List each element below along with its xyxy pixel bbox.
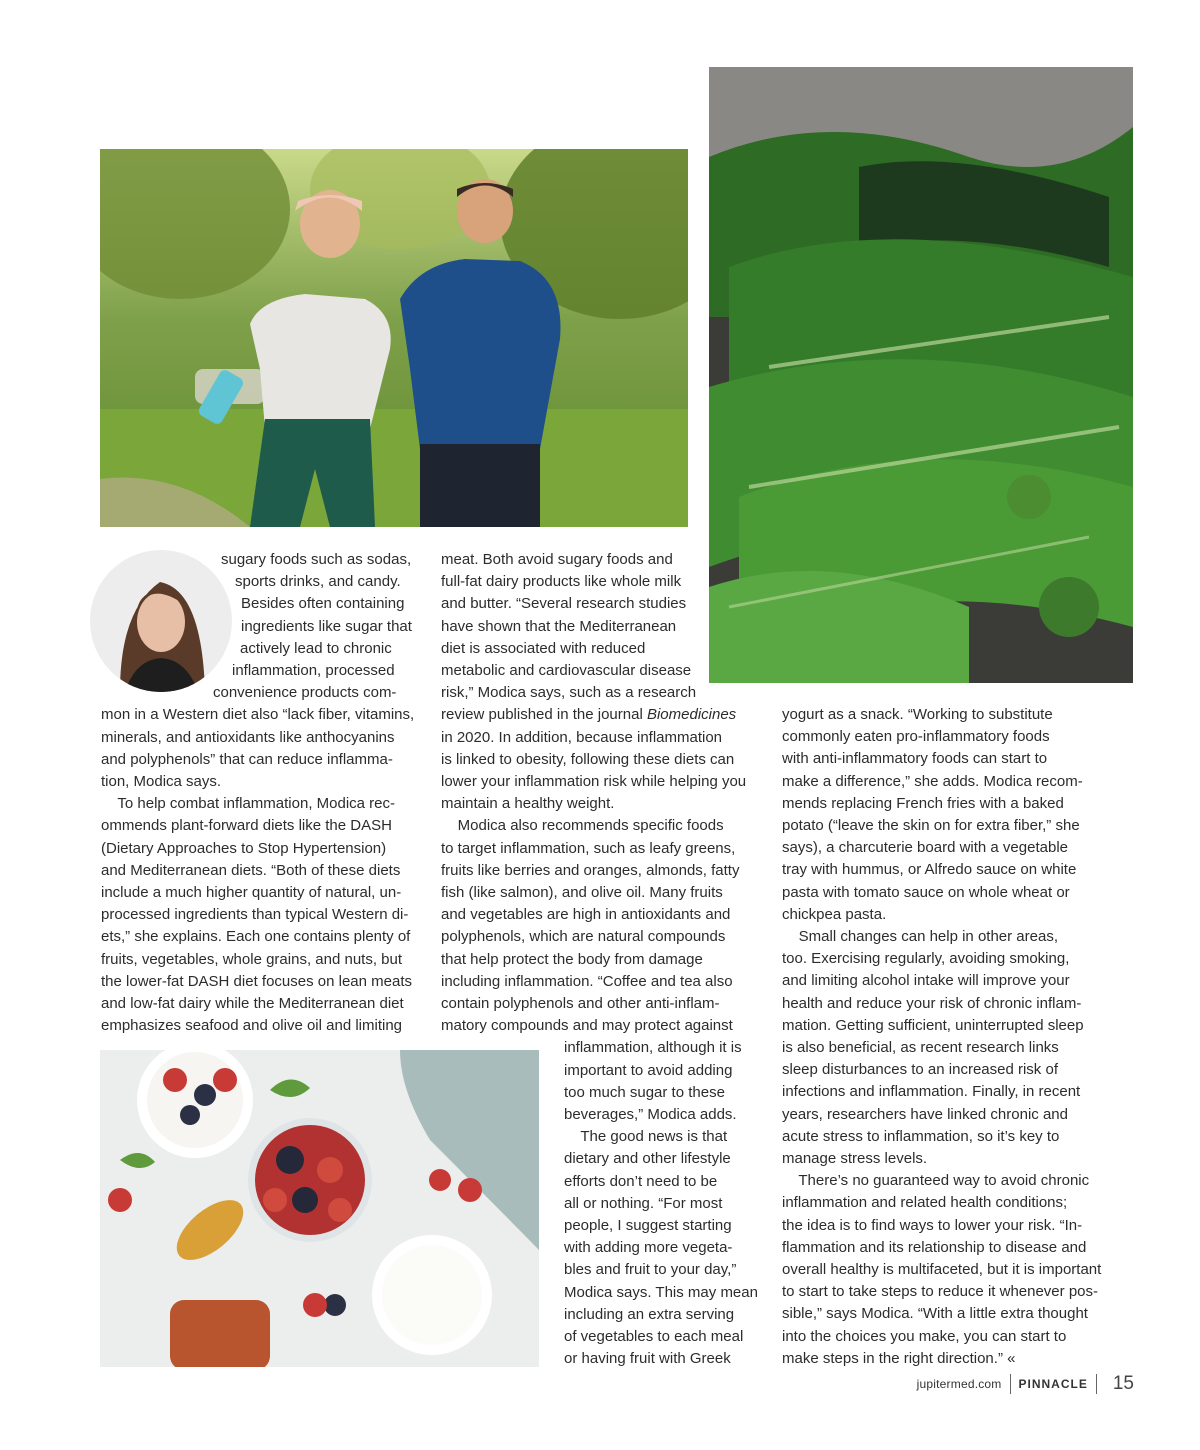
text-line: The good news is that <box>564 1128 728 1146</box>
text-line: Small changes can help in other areas, <box>782 928 1058 945</box>
leafy-greens-photo <box>709 67 1133 683</box>
text-line: sible,” says Modica. “With a little extra thought <box>782 1305 1088 1323</box>
text-line: sugary foods such as sodas, <box>221 551 412 568</box>
text-line: (Dietary Approaches to Stop Hypertension) <box>101 839 387 857</box>
text-line: too much sugar to these <box>564 1083 725 1101</box>
text-line: pasta with tomato sauce on whole wheat or <box>782 883 1070 901</box>
text-line: infections and inflammation. Finally, in recent <box>782 1083 1081 1101</box>
text-line: diet is associated with reduced <box>441 639 646 657</box>
text-line: minerals, and antioxidants like anthocyanins <box>101 728 395 746</box>
footer-brand: PINNACLE <box>1018 1377 1088 1391</box>
text-line: have shown that the Mediterranean <box>441 617 677 635</box>
text-line: tray with hummus, or Alfredo sauce on white <box>782 861 1077 879</box>
page-footer <box>917 1370 1134 1398</box>
page-number: 15 <box>1112 1373 1134 1394</box>
text-line: make steps in the right direction.” « <box>782 1349 1016 1367</box>
text-line: says), a charcuterie board with a vegetable <box>782 839 1068 857</box>
text-line: the lower-fat DASH diet focuses on lean meats <box>101 972 412 990</box>
text-line: ingredients like sugar that <box>241 617 412 635</box>
text-line: include a much higher quantity of natural, un- <box>101 884 402 901</box>
text-line: into the choices you make, you can start to <box>782 1327 1067 1345</box>
text-line: inflammation, although it is <box>564 1039 742 1057</box>
text-line: in 2020. In addition, because inflammation <box>441 728 723 746</box>
author-portrait <box>90 550 232 692</box>
text-line: people, I suggest starting <box>564 1217 732 1234</box>
text-line: full-fat dairy products like whole milk <box>441 573 682 591</box>
runners-photo <box>100 149 688 527</box>
text-line: and polyphenols” that can reduce inflamma- <box>101 750 393 768</box>
text-line: convenience products com- <box>213 684 397 702</box>
text-line: lower your inflammation risk while helping you <box>441 773 747 790</box>
text-line: efforts don’t need to be <box>564 1172 718 1190</box>
text-line: is also beneficial, as recent research links <box>782 1039 1059 1056</box>
text-line: yogurt as a snack. “Working to substitute <box>782 706 1053 723</box>
text-line: tion, Modica says. <box>101 773 222 790</box>
text-line: To help combat inflammation, Modica rec- <box>101 795 396 813</box>
text-line: and Mediterranean diets. “Both of these diets <box>101 861 401 879</box>
berries-yogurt-photo <box>100 1050 539 1367</box>
text-line: including inflammation. “Coffee and tea also <box>441 972 733 990</box>
text-line: beverages,” Modica adds. <box>564 1106 737 1123</box>
text-line: ets,” she explains. Each one contains plenty of <box>101 928 411 946</box>
text-line: polyphenols, which are natural compounds <box>441 928 726 946</box>
text-line: ommends plant-forward diets like the DASH <box>101 817 392 835</box>
text-line: chickpea pasta. <box>782 905 887 923</box>
text-line: with anti-inflammatory foods can start to <box>782 750 1048 768</box>
text-line: and butter. “Several research studies <box>441 595 687 613</box>
text-line: with adding more vegeta- <box>564 1239 733 1257</box>
text-line: contain polyphenols and other anti-inflam- <box>441 995 720 1012</box>
text-line: inflammation and related health conditions; <box>782 1194 1068 1212</box>
text-line: sleep disturbances to an increased risk of <box>782 1061 1058 1079</box>
text-line: fruits, vegetables, whole grains, and nuts, but <box>101 950 403 968</box>
text-line: potato (“leave the skin on for extra fiber,” she <box>782 817 1080 834</box>
text-line: mation. Getting sufficient, uninterrupted sleep <box>782 1016 1084 1034</box>
text-line: is linked to obesity, following these diets can <box>441 750 735 768</box>
text-line: review published in the journal Biomedicines <box>441 706 737 724</box>
text-line: that help protect the body from damage <box>441 950 703 968</box>
text-line: and low-fat dairy while the Mediterranean diet <box>101 995 404 1012</box>
text-line: too. Exercising regularly, avoiding smoking, <box>782 950 1070 968</box>
text-line: meat. Both avoid sugary foods and <box>441 551 673 568</box>
text-line: dietary and other lifestyle <box>564 1150 731 1168</box>
text-line: There’s no guaranteed way to avoid chronic <box>782 1172 1090 1190</box>
text-line: commonly eaten pro-inflammatory foods <box>782 728 1050 746</box>
text-line: important to avoid adding <box>564 1061 733 1079</box>
text-line: Modica also recommends specific foods <box>441 817 724 835</box>
text-line: manage stress levels. <box>782 1150 928 1167</box>
text-line: acute stress to inflammation, so it’s key to <box>782 1127 1060 1145</box>
text-line: to start to take steps to reduce it whenever pos- <box>782 1283 1098 1301</box>
text-line: or having fruit with Greek <box>564 1350 731 1368</box>
text-line: mon in a Western diet also “lack fiber, vitamins, <box>101 706 415 724</box>
text-line: and vegetables are high in antioxidants and <box>441 906 731 924</box>
text-line: matory compounds and may protect against <box>441 1017 733 1035</box>
text-line: maintain a healthy weight. <box>441 795 615 813</box>
footer-divider <box>1010 1374 1011 1394</box>
footer-divider <box>1096 1374 1097 1394</box>
text-line: inflammation, processed <box>232 662 395 679</box>
text-line: bles and fruit to your day,” <box>564 1261 737 1279</box>
text-line: overall healthy is multifaceted, but it is important <box>782 1261 1102 1278</box>
text-line: metabolic and cardiovascular disease <box>441 662 692 679</box>
text-line: all or nothing. “For most <box>564 1194 723 1212</box>
text-line: the idea is to find ways to lower your risk. “In- <box>782 1216 1083 1234</box>
text-line: actively lead to chronic <box>240 639 392 657</box>
text-line: to target inflammation, such as leafy greens, <box>441 839 736 857</box>
text-line: years, researchers have linked chronic and <box>782 1105 1068 1123</box>
text-line: Modica says. This may mean <box>564 1283 758 1301</box>
text-line: and limiting alcohol intake will improve your <box>782 972 1070 990</box>
text-line: health and reduce your risk of chronic inflam- <box>782 994 1082 1012</box>
text-line: including an extra serving <box>564 1305 735 1323</box>
text-line: flammation and its relationship to disease and <box>782 1238 1087 1256</box>
text-line: sports drinks, and candy. <box>235 573 401 591</box>
text-line: mends replacing French fries with a baked <box>782 794 1064 812</box>
text-line: Besides often containing <box>241 595 405 613</box>
text-line: emphasizes seafood and olive oil and limiting <box>101 1017 403 1035</box>
text-line: make a difference,” she adds. Modica recom- <box>782 772 1083 790</box>
text-line: risk,” Modica says, such as a research <box>441 684 697 702</box>
footer-site: jupitermed.com <box>916 1377 1002 1391</box>
text-line: processed ingredients than typical Western di- <box>101 906 409 924</box>
text-line: fruits like berries and oranges, almonds, fatty <box>441 861 740 879</box>
text-line: of vegetables to each meal <box>564 1328 744 1345</box>
text-line: fish (like salmon), and olive oil. Many fruits <box>441 884 723 901</box>
